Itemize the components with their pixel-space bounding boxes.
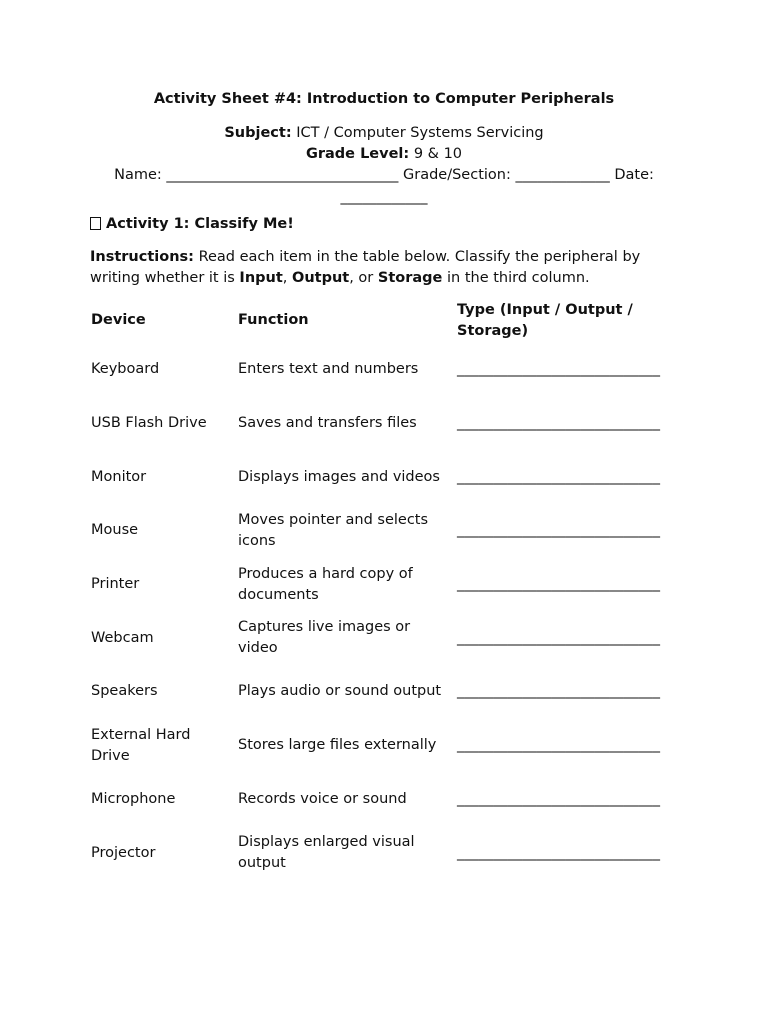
subject-label: Subject: — [224, 125, 292, 141]
function-cell: Enters text and numbers — [238, 361, 419, 378]
header-device: Device — [91, 312, 146, 328]
instructions-storage-term: Storage — [377, 270, 443, 286]
activity-heading — [90, 216, 294, 232]
date-label: Date: — [614, 167, 654, 183]
instructions — [90, 247, 680, 289]
type-answer-blank[interactable]: ____________________________ — [457, 683, 660, 700]
grade-level-value: 9 & 10 — [413, 146, 463, 162]
instructions-input-term: Input — [239, 270, 283, 286]
checkbox-icon — [90, 217, 101, 230]
instructions-text: Read each item in the table below. Classify the peripheral by writing whether it is — [90, 249, 641, 286]
device-cell: Printer — [91, 576, 140, 593]
device-cell: Microphone — [91, 790, 176, 807]
function-cell: Moves pointer and selects icons — [238, 511, 429, 549]
type-answer-blank[interactable]: ____________________________ — [457, 468, 660, 485]
device-cell: External Hard Drive — [91, 726, 191, 764]
type-answer-blank[interactable]: ____________________________ — [457, 415, 660, 432]
table-header-row — [85, 298, 670, 343]
table-row — [85, 773, 670, 827]
device-cell: Speakers — [91, 683, 158, 700]
type-answer-blank[interactable]: ____________________________ — [457, 522, 660, 539]
type-answer-blank[interactable]: ____________________________ — [457, 844, 660, 861]
table-row — [85, 719, 670, 773]
subject-value: ICT / Computer Systems Servicing — [296, 125, 544, 141]
instructions-separator: , or — [349, 270, 378, 286]
function-cell: Captures live images or video — [238, 619, 411, 657]
device-cell: Mouse — [91, 522, 139, 539]
function-cell: Stores large files externally — [238, 737, 437, 754]
section-label: Grade/Section: — [403, 167, 511, 183]
function-cell: Displays enlarged visual output — [238, 834, 415, 872]
grade-level-line — [0, 144, 768, 165]
name-blank[interactable]: ________________________________ — [166, 167, 399, 183]
table-row — [85, 450, 670, 504]
table-row — [85, 504, 670, 558]
type-answer-blank[interactable]: ____________________________ — [457, 361, 660, 378]
instructions-separator: , — [282, 270, 292, 286]
table-row — [85, 397, 670, 451]
function-cell: Records voice or sound — [238, 790, 407, 807]
function-cell: Plays audio or sound output — [238, 683, 442, 700]
function-cell: Saves and transfers files — [238, 415, 417, 432]
device-cell: USB Flash Drive — [91, 415, 207, 432]
type-answer-blank[interactable]: ____________________________ — [457, 737, 660, 754]
header-type: Type (Input / Output / Storage) — [457, 301, 633, 339]
activity-heading-text: Activity 1: Classify Me! — [106, 216, 294, 232]
function-cell: Displays images and videos — [238, 468, 440, 485]
type-answer-blank[interactable]: ____________________________ — [457, 629, 660, 646]
instructions-text-end: in the third column. — [442, 270, 590, 286]
page-title: Activity Sheet #4: Introduction to Computer Peripherals — [153, 91, 615, 107]
section-blank[interactable]: _____________ — [515, 167, 610, 183]
device-cell: Keyboard — [91, 361, 160, 378]
name-label: Name: — [114, 167, 162, 183]
date-blank[interactable]: ____________ — [340, 189, 428, 205]
instructions-output-term: Output — [292, 270, 350, 286]
device-cell: Projector — [91, 844, 156, 861]
student-info-line — [96, 164, 672, 208]
classification-table — [85, 298, 670, 880]
instructions-label: Instructions: — [90, 249, 194, 265]
subject-line — [0, 123, 768, 144]
device-cell: Webcam — [91, 629, 154, 646]
table-row — [85, 558, 670, 612]
function-cell: Produces a hard copy of documents — [238, 565, 413, 603]
table-row — [85, 611, 670, 665]
table-row — [85, 343, 670, 397]
table-row — [85, 826, 670, 880]
device-cell: Monitor — [91, 468, 147, 485]
type-answer-blank[interactable]: ____________________________ — [457, 576, 660, 593]
grade-level-label: Grade Level: — [305, 146, 410, 162]
header-function: Function — [238, 312, 309, 328]
table-row — [85, 665, 670, 719]
type-answer-blank[interactable]: ____________________________ — [457, 790, 660, 807]
